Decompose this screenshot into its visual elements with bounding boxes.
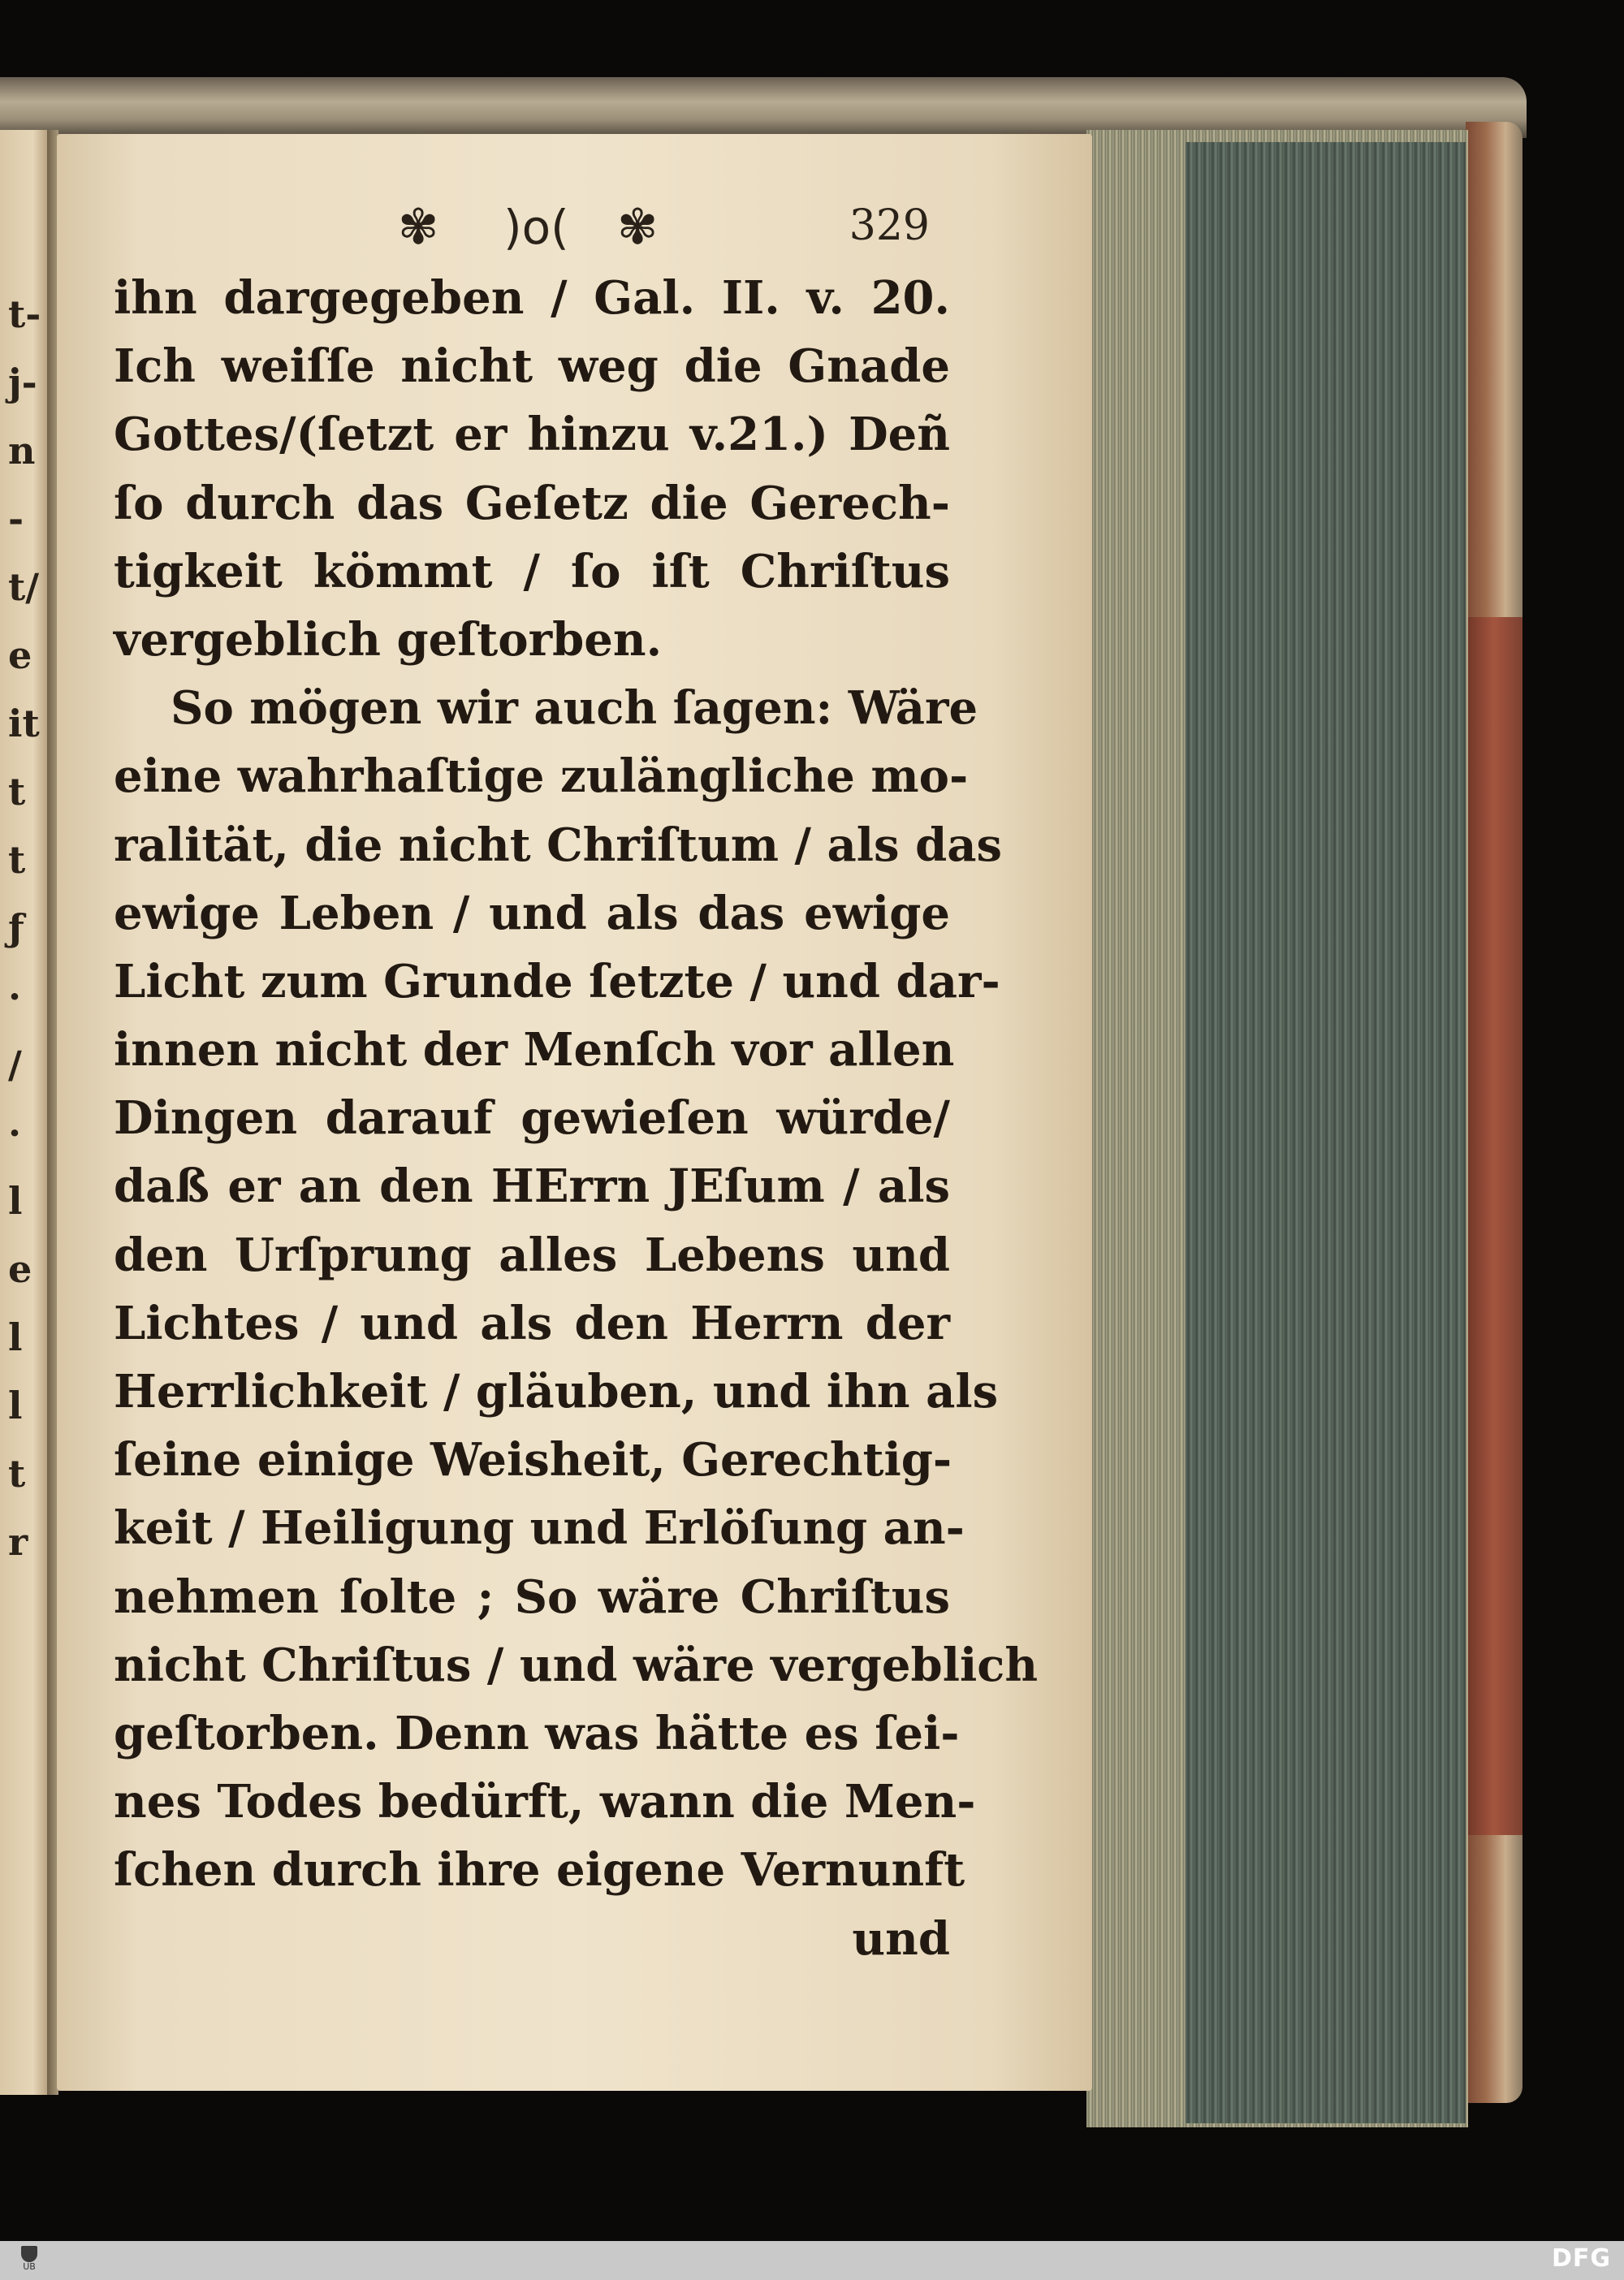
page-number: 329 [849, 201, 930, 250]
text-line: Herrlichkeit / gläuben, und ihn als [114, 1365, 999, 1419]
text-line: vergeblich geſtorben. [114, 612, 663, 667]
text-line: ewige Leben / und als das ewige [114, 886, 950, 940]
previous-page-fragment: - [8, 497, 24, 541]
text-line: Gottes/(ſetzt er hinzu v.21.) Deñ [114, 408, 950, 462]
previous-page-fragment: e [8, 633, 32, 677]
previous-page-fragment: it [8, 702, 40, 745]
text-line: geſtorben. Denn was hätte es ſei- [114, 1706, 960, 1760]
previous-page-fragment: l [8, 1384, 23, 1427]
previous-page-fragment: · [8, 974, 22, 1018]
previous-page-fragment: / [8, 1043, 22, 1086]
text-line: Lichtes / und als den Herrn der [114, 1296, 950, 1350]
text-line: eine wahrhaſtige zulängliche mo- [114, 749, 969, 804]
catchword: und [852, 1911, 950, 1966]
previous-page-fragment: n [8, 429, 36, 473]
previous-page-fragment: l [8, 1179, 23, 1223]
text-line: nes Todes bedürft, wann die Men- [114, 1775, 976, 1829]
text-line: innen nicht der Menſch vor allen [114, 1023, 955, 1077]
previous-page-fragment: r [8, 1520, 28, 1564]
text-line: ſchen durch ihre eigene Vernunft [114, 1843, 965, 1898]
page-text-block [114, 264, 1039, 1973]
text-line: ſeine einige Weisheit, Gerechtig- [114, 1433, 952, 1488]
book-binding-top [0, 77, 1527, 138]
header-divider-ornament: )o( [503, 200, 569, 255]
previous-page-fragment: j- [8, 361, 37, 404]
text-line: So mögen wir auch ſagen: Wäre [171, 681, 978, 736]
page-block-dark-edge [1186, 142, 1466, 2123]
previous-page-fragment: t [8, 1452, 26, 1496]
previous-page-fragment: · [8, 1111, 22, 1155]
library-logo [13, 2246, 45, 2275]
previous-page-sliver [0, 130, 47, 2095]
dfg-logo: DFG [1551, 2244, 1611, 2273]
text-line: tigkeit kömmt / ſo iſt Chriſtus [114, 544, 950, 598]
previous-page-fragment: t- [8, 292, 41, 336]
text-line: ralität, die nicht Chriſtum / als das [114, 818, 1003, 872]
previous-page-fragment: t [8, 838, 26, 882]
text-line: Dingen darauf gewieſen würde/ [114, 1091, 950, 1146]
text-line: nicht Chriſtus / und wäre vergeblich [114, 1638, 1039, 1692]
text-line: ſo durch das Geſetz die Gerech- [114, 476, 950, 530]
text-line: Licht zum Grunde ſetzte / und dar- [114, 954, 1000, 1008]
previous-page-fragment: l [8, 1315, 23, 1359]
text-line: Ich weiſſe nicht weg die Gnade [114, 339, 950, 394]
previous-page-fragment: e [8, 1247, 32, 1291]
previous-page-fragment: ƒ [8, 906, 24, 950]
cover-leather-band [1466, 617, 1522, 1835]
library-logo-text: UB [23, 2261, 36, 2272]
text-line: keit / Heiligung und Erlöſung an- [114, 1501, 965, 1556]
text-line: den Urſprung alles Lebens und [114, 1228, 950, 1282]
text-line: nehmen ſolte ; So wäre Chriſtus [114, 1570, 950, 1624]
flower-ornament-icon: ✾ [398, 199, 439, 256]
text-line: daß er an den HErrn JEſum / als [114, 1159, 950, 1214]
library-shield-icon [21, 2246, 37, 2262]
book-cover-edge [1466, 122, 1522, 2103]
running-header [398, 195, 950, 260]
previous-page-fragment: t [8, 770, 26, 814]
previous-page-fragment: t/ [8, 565, 40, 609]
flower-ornament-icon: ✾ [617, 199, 659, 256]
text-line: ihn dargegeben / Gal. II. v. 20. [114, 271, 950, 325]
viewer-footer-bar [0, 2241, 1624, 2280]
